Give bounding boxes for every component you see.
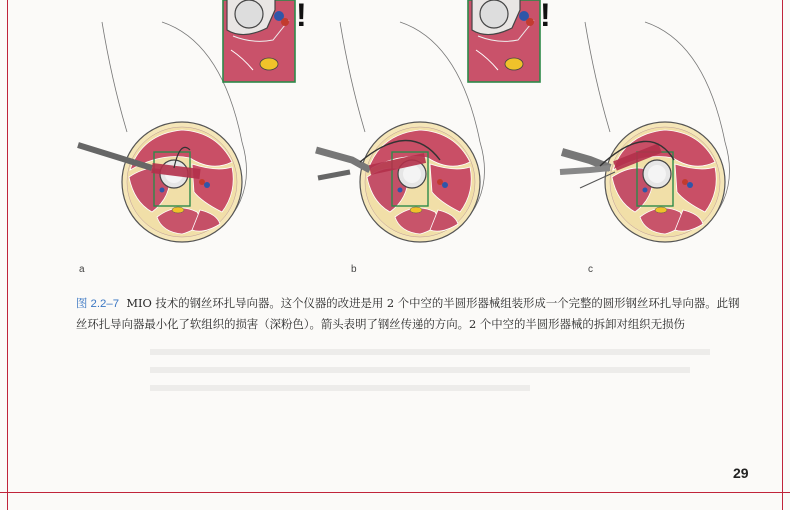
svg-text:!: ! [296,0,307,33]
caption-text: MIO 技术的钢丝环扎导向器。这个仪器的改进是用 2 个中空的半圆形器械组装形成一个完整的圆形钢丝环扎导向器。此钢丝环扎导向器最小化了软组织的损害（深粉色）。箭头表明了钢丝传递的方向。2 个中空的半圆形器械的拆卸对组织无损伤 [76,296,740,331]
cerclage-illustration [70,0,750,280]
bottom-margin-rule [0,492,790,493]
panel-b-drawing [296,0,540,242]
panel-label-b: b [351,264,357,275]
left-margin-rule [7,0,8,510]
page-number: 29 [733,465,749,481]
panel-label-a: a [79,264,85,275]
bleed-through-text [150,345,710,405]
panel-c-drawing [540,0,730,242]
svg-text:!: ! [540,0,551,33]
figure-caption [76,293,746,334]
panel-label-c: c [588,264,593,275]
panel-a-drawing [78,0,295,242]
figure-number: 图 2.2–7 [76,298,120,310]
right-margin-rule [782,0,783,510]
